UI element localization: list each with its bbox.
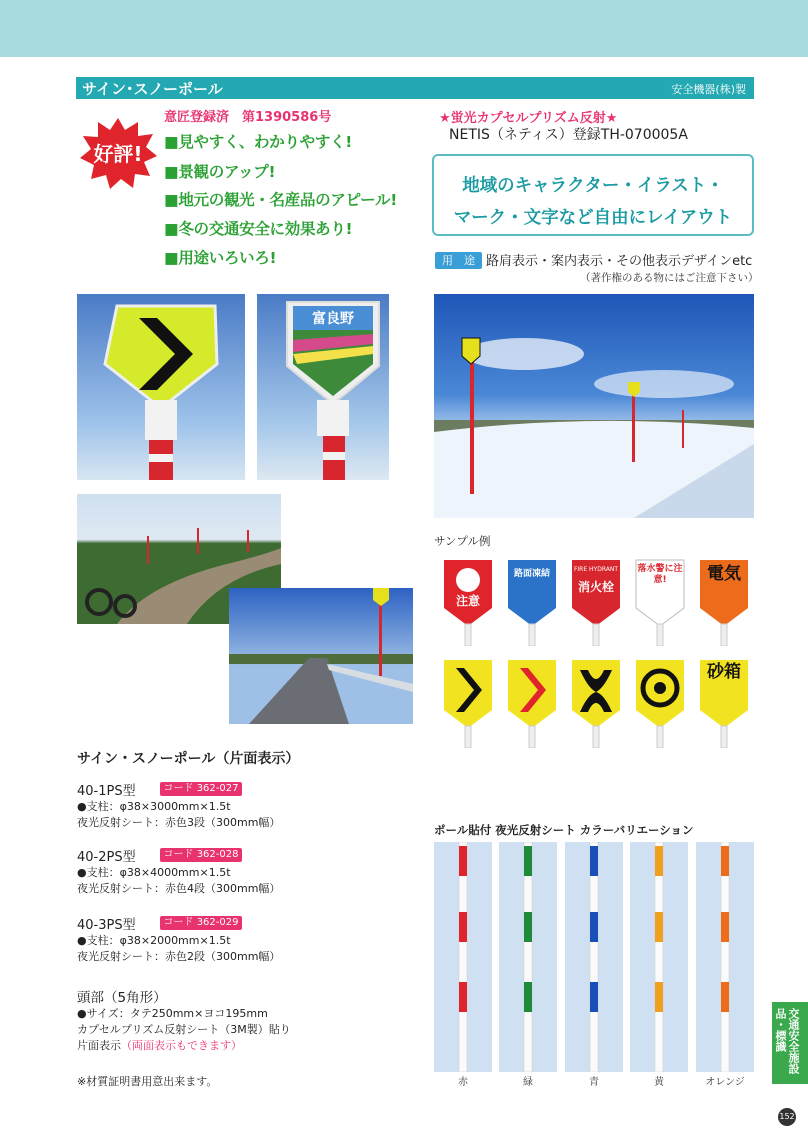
side-category-tab: 交通安全施設品・標識 <box>772 1002 808 1084</box>
model-1-name: 40-1PS型 <box>77 784 136 799</box>
product-heading: サイン・スノーポール（片面表示） <box>77 751 300 767</box>
variation-panel-orange <box>696 842 754 1072</box>
free-layout-box <box>432 154 754 236</box>
variation-label-orange: オレンジ <box>705 1077 745 1088</box>
model-2-name: 40-2PS型 <box>77 850 136 865</box>
sample-label-1: 注意 <box>455 594 480 608</box>
feature-4: ■冬の交通安全に効果あり! <box>164 220 353 238</box>
model-1 <box>77 780 377 831</box>
usage-tag: 用 途 <box>435 252 482 269</box>
certificate-note: ※材質証明書用意出来ます。 <box>77 1075 218 1088</box>
photo-chevron-sign <box>77 294 245 480</box>
model-3-name: 40-3PS型 <box>77 918 136 933</box>
sample-label-10: 砂箱 <box>707 662 741 682</box>
model-2-spec-2: 夜光反射シート：赤色4段（300mm幅） <box>77 882 281 895</box>
feature-2: ■景観のアップ! <box>164 163 276 181</box>
maker-label: 安全機器(株)製 <box>671 83 746 96</box>
head-spec-2: カプセルプリズム反射シート（3M製）貼り <box>77 1023 291 1036</box>
sample-sign-electric <box>698 558 750 638</box>
variation-panels <box>434 842 754 1072</box>
furano-sign-text: 富良野 <box>312 311 354 327</box>
sample-sign-chui <box>442 558 494 638</box>
top-band <box>0 0 808 57</box>
sample-sign-hydrant <box>570 558 622 638</box>
variation-title: ポール貼付 夜光反射シート カラーバリエーション <box>434 823 694 837</box>
sample-label-5: 電気 <box>707 564 741 584</box>
model-3-code: コード 362-029 <box>160 916 242 930</box>
sample-sign-sandbox <box>698 658 750 748</box>
netis-text: NETIS（ネティス）登録TH-070005A <box>449 127 688 143</box>
free-layout-line-1: 地域のキャラクター・イラスト・ <box>462 176 724 196</box>
model-2 <box>77 846 377 897</box>
sample-label-3: 消火栓 <box>577 580 614 594</box>
photo-road-guardrail <box>229 588 413 724</box>
model-3 <box>77 914 377 965</box>
sample-sign-chevron-black <box>442 658 494 748</box>
model-1-code: コード 362-027 <box>160 782 242 796</box>
section-title-bar <box>76 77 754 99</box>
model-3-spec-1: ●支柱：φ38×2000mm×1.5t <box>77 934 231 947</box>
variation-panel-red <box>434 842 492 1072</box>
samples-title: サンプル例 <box>434 534 491 548</box>
usage-text: 路肩表示・案内表示・その他表示デザインetc <box>486 254 753 269</box>
variation-label-blue: 青 <box>589 1077 599 1088</box>
head-spec-3a: 片面表示 <box>77 1039 121 1052</box>
model-2-code: コード 362-028 <box>160 848 242 862</box>
sample-sub-3: FIRE HYDRANT <box>573 566 619 573</box>
variation-label-green: 緑 <box>523 1077 533 1088</box>
free-layout-line-2: マーク・文字など自由にレイアウト <box>453 208 733 228</box>
reflect-title: ★蛍光カプセルプリズム反射★ <box>439 111 618 126</box>
sample-sign-narrow <box>570 658 622 748</box>
popular-badge <box>78 116 158 190</box>
sample-sign-roundabout <box>634 658 686 748</box>
variation-panel-green <box>499 842 557 1072</box>
section-title: サイン･スノーポール <box>82 80 223 98</box>
model-3-spec-2: 夜光反射シート：赤色2段（300mm幅） <box>77 950 281 963</box>
feature-3: ■地元の観光・名産品のアピール! <box>164 191 397 209</box>
model-1-spec-1: ●支柱：φ38×3000mm×1.5t <box>77 800 231 813</box>
sample-sign-water <box>634 558 686 638</box>
samples-grid <box>438 558 754 754</box>
variation-label-yellow: 黄 <box>654 1077 664 1088</box>
model-2-spec-1: ●支柱：φ38×4000mm×1.5t <box>77 866 231 879</box>
variation-label-red: 赤 <box>458 1077 468 1088</box>
head-spec-3b: （両面表示もできます） <box>121 1039 242 1052</box>
head-specs <box>77 1006 397 1054</box>
page-number: 152 <box>778 1108 796 1126</box>
sample-sign-chevron-red <box>506 658 558 748</box>
usage-note: （著作権のある物にはご注意下さい） <box>580 272 759 284</box>
sample-label-2: 路面凍結 <box>513 569 550 579</box>
model-1-spec-2: 夜光反射シート：赤色3段（300mm幅） <box>77 816 281 829</box>
feature-1: ■見やすく、わかりやすく! <box>164 133 353 151</box>
sample-sign-road-freeze <box>506 558 558 638</box>
variation-panel-yellow <box>630 842 688 1072</box>
registration-text: 意匠登録済 第1390586号 <box>164 110 332 125</box>
photo-snow-landscape <box>434 294 754 518</box>
head-title: 頭部（5角形） <box>77 990 167 1006</box>
photo-furano-sign <box>257 294 389 480</box>
head-spec-1: ●サイズ：タテ250mm×ヨコ195mm <box>77 1007 268 1020</box>
badge-text: 好評! <box>93 142 143 166</box>
sample-label-4: 落水警に注意! <box>637 564 683 585</box>
feature-5: ■用途いろいろ! <box>164 249 277 267</box>
variation-panel-blue <box>565 842 623 1072</box>
